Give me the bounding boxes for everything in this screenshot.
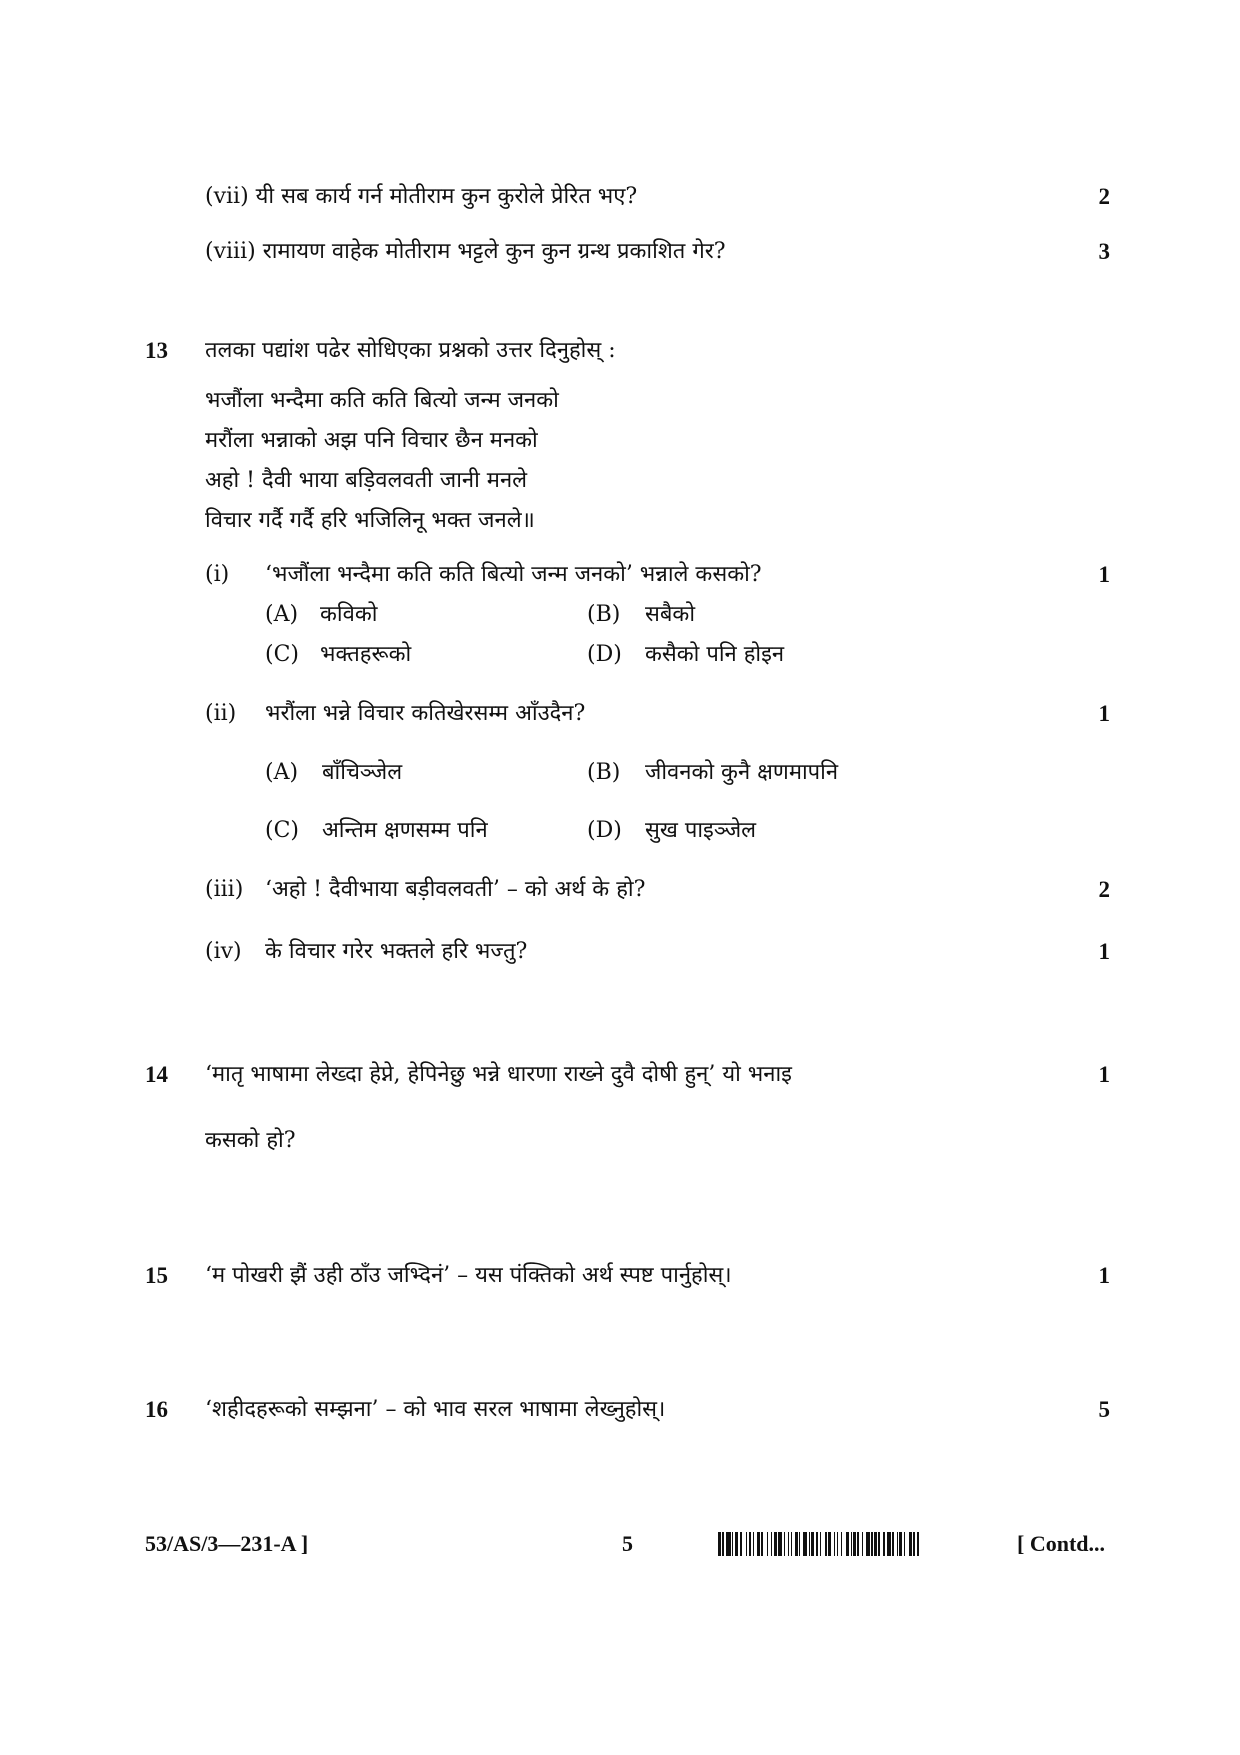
contd-label: [ Contd... (1017, 1531, 1106, 1556)
question-13-iii-label: (iii) (205, 877, 244, 902)
option-text: सुख पाइञ्जेल (645, 818, 757, 843)
question-13-i-label: (i) (205, 562, 230, 587)
option-text: बाँचिञ्जेल (322, 760, 403, 785)
paper-code: 53/AS/3—231-A ] (145, 1531, 309, 1556)
option-text: भक्तहरूको (320, 642, 412, 667)
option-key: (C) (265, 642, 299, 667)
question-12-viii-marks: 3 (1098, 239, 1110, 264)
option-text: अन्तिम क्षणसम्म पनि (322, 818, 488, 843)
question-14-number: 14 (145, 1062, 168, 1087)
barcode-stripe (919, 1532, 920, 1556)
question-14-line-2: कसको हो? (205, 1128, 296, 1153)
question-16-number: 16 (145, 1397, 168, 1422)
option-key: (B) (587, 760, 621, 785)
question-14-marks: 1 (1098, 1062, 1110, 1087)
question-13-i-text: ‘भजौंला भन्दैमा कति कति बित्यो जन्म जनको’ भन्नाले कसको? (265, 562, 762, 587)
option-text: कविको (320, 602, 378, 627)
option-text: कसैको पनि होइन (645, 642, 785, 667)
poem-line-4: विचार गर्दै गर्दै हरि भजिलिनू भक्त जनले॥ (205, 508, 535, 533)
option-key: (A) (265, 602, 299, 627)
poem-line-3: अहो ! दैवी भाया बड़िवलवती जानी मनले (205, 468, 528, 493)
question-15-text: ‘म पोखरी झैं उही ठाँउ जभ्दिनं’ – यस पंक्तिको अर्थ स्पष्ट पार्नुहोस्। (205, 1263, 732, 1288)
question-13-instruction: तलका पद्यांश पढेर सोधिएका प्रश्नको उत्तर दिनुहोस् : (205, 338, 616, 363)
barcode-image (718, 1532, 1004, 1556)
option-key: (D) (587, 642, 622, 667)
option-text: सबैको (645, 602, 696, 627)
question-13-iv-marks: 1 (1098, 939, 1110, 964)
option-text: जीवनको कुनै क्षणमापनि (645, 760, 839, 785)
question-13-ii-label: (ii) (205, 701, 237, 726)
question-13-iii-marks: 2 (1098, 877, 1110, 902)
question-13-number: 13 (145, 338, 168, 363)
question-13-iv-text: के विचार गरेर भक्तले हरि भज्तु? (265, 939, 528, 964)
poem-line-2: मरौंला भन्नाको अझ पनि विचार छैन मनको (205, 428, 538, 453)
poem-line-1: भजौंला भन्दैमा कति कति बित्यो जन्म जनको (205, 388, 559, 413)
question-13-i-marks: 1 (1098, 562, 1110, 587)
question-15-marks: 1 (1098, 1263, 1110, 1288)
question-13-iv-label: (iv) (205, 939, 242, 964)
option-key: (A) (265, 760, 299, 785)
question-13-ii-text: भरौंला भन्ने विचार कतिखेरसम्म आँउदैन? (265, 701, 586, 726)
question-14-line-1: ‘मातृ भाषामा लेख्दा हेप्ने, हेपिनेछु भन्ने धारणा राख्ने दुवै दोषी हुन्’ यो भनाइ (205, 1062, 792, 1087)
question-15-number: 15 (145, 1263, 168, 1288)
option-key: (D) (587, 818, 622, 843)
question-12-viii-text: (viii) रामायण वाहेक मोतीराम भट्टले कुन कुन ग्रन्थ प्रकाशित गेर? (205, 239, 726, 264)
question-13-iii-text: ‘अहो ! दैवीभाया बड़ीवलवती’ – को अर्थ के हो? (265, 877, 646, 902)
question-13-ii-marks: 1 (1098, 701, 1110, 726)
question-16-text: ‘शहीदहरूको सम्झना’ – को भाव सरल भाषामा लेख्नुहोस्। (205, 1397, 666, 1422)
option-key: (C) (265, 818, 299, 843)
page-number: 5 (622, 1531, 633, 1556)
question-12-vii-text: (vii) यी सब कार्य गर्न मोतीराम कुन कुरोले प्रेरित भए? (205, 184, 638, 209)
option-key: (B) (587, 602, 621, 627)
question-16-marks: 5 (1098, 1397, 1110, 1422)
question-12-vii-marks: 2 (1098, 184, 1110, 209)
